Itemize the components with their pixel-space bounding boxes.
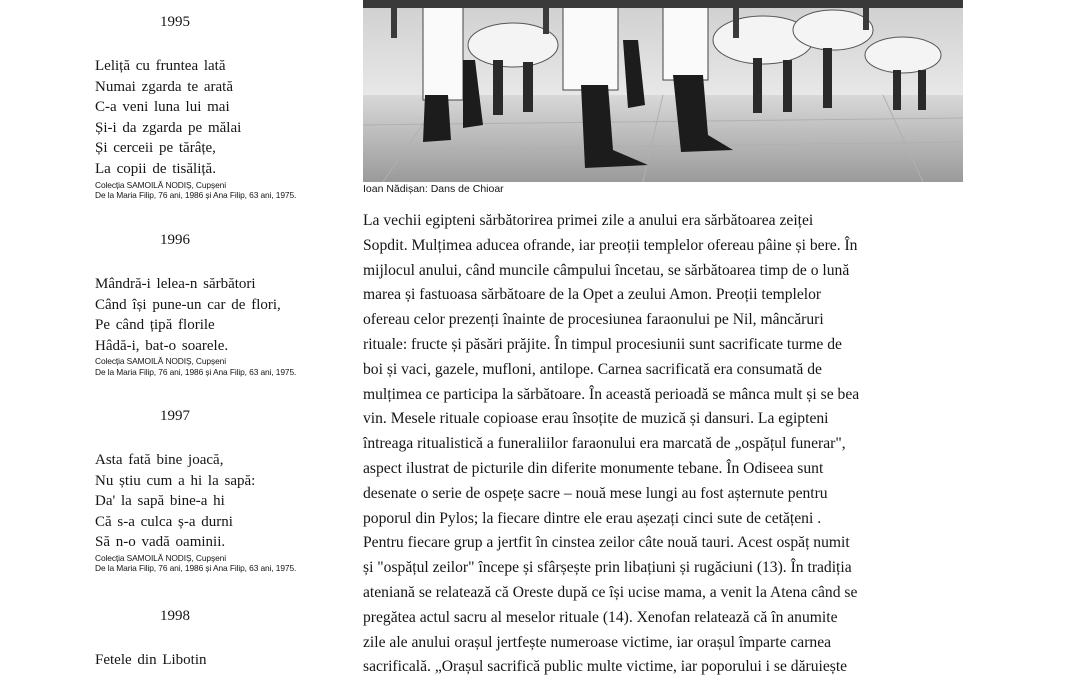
body-text [363,209,968,680]
verse-line: Leliță cu fruntea lată [95,58,226,74]
collection-credit: Colecția SAMOILĂ NODIȘ, Cupșeni [95,356,226,367]
text-line: rituale: fructe și păsări prăjite. În timpul procesiunii sunt sacrificate turme de [363,335,842,353]
collection-credit: Colecția SAMOILĂ NODIȘ, Cupșeni [95,552,226,563]
text-line: pregătea actul sacru al meselor rituale (14). Xenofan relatează că în anumite [363,608,838,626]
verse-line: Hâdă-i, bat-o soarele. [95,337,229,354]
text-line: aspect ilustrat de picturile din diferite monumente tebane. În Odiseea sunt [363,459,824,477]
text-line: zile ale anului orașul jertfește numeroase victime, iar orașul împarte carnea [363,633,832,651]
verse-line: Nu știu cum a hi la sapă: [95,472,256,489]
year-heading: 1998 [160,608,190,624]
informant-credit: De la Maria Filip, 76 ani, 1986 și Ana Filip, 63 ani, 1975. [95,189,297,200]
verse-line: Că s-a culca ș-a durni [95,513,233,530]
dancers-illustration [363,0,963,182]
text-line: întreaga ritualistică a funeraliilor faraonului era marcată de „ospățul funerar", [363,435,846,453]
poem-1998 [95,650,345,671]
text-line: poporul din Pylos; la fiecare dintre ele erau așezați cinci sute de cetățeni . [363,509,822,527]
poem-1997 [95,450,345,573]
text-line: ofereau celor prezenți înainte de procesiunea faraonului pe Nil, mâncăruri [363,311,824,329]
text-line: La vechii egipteni sărbătorirea primei zile a anului era sărbătoarea zeiței [363,212,814,229]
text-line: mijlocul anului, când muncile câmpului încetau, se sărbătoarea timp de o lună [363,261,850,279]
text-line: desenate o serie de ospețe sacre – nouă mese lungi au fost așternute pentru [363,484,828,502]
poem-1995 [95,56,345,200]
year-heading: 1996 [160,232,190,248]
text-line: sacrificală. „Orașul sacrifică public multe victime, iar poporului i se dăruiește [363,658,848,676]
collection-credit: Colecția SAMOILĂ NODIȘ, Cupșeni [95,179,226,190]
year-heading: 1997 [160,408,190,424]
informant-credit: De la Maria Filip, 76 ani, 1986 și Ana Filip, 63 ani, 1975. [95,366,297,377]
verse-line: Da' la sapă bine-a hi [95,493,225,510]
verse-line: Și cerceii pe tărâțe, [95,140,216,157]
verse-line: Să n-o vadă oaminii. [95,534,226,551]
verse-line: La copii de tisăliță. [95,160,216,177]
text-line: Sopdit. Mulțimea aducea ofrande, iar preoții templelor ofereau pâine și bere. În [363,236,858,254]
text-line: boi și vaci, gazele, mufloni, antilope. Carnea sacrificată era consumată de [363,360,822,378]
informant-credit: De la Maria Filip, 76 ani, 1986 și Ana Filip, 63 ani, 1975. [95,563,297,574]
verse-line: Și-i da zgarda pe mălai [95,119,242,136]
text-line: vin. Mesele rituale copioase erau însoțite de muzică și dansuri. La egipteni [363,410,829,428]
verse-line: Asta fată bine joacă, [95,452,224,468]
verse-line: Pe când țipă florile [95,317,215,334]
photo-caption: Ioan Nădișan: Dans de Chioar [363,183,504,195]
text-line: și "ospățul zeilor" începe și sfârșește prin libațiuni și rugăciuni (13). În tradiția [363,559,852,577]
verse-line: Când își pune-un car de flori, [95,296,281,313]
verse-line: Fetele din Libotin [95,652,207,668]
text-line: mulțimea ce participa la sărbătoare. În această perioadă se mânca mult și se bea [363,385,860,403]
poem-1996 [95,274,345,377]
text-line: marea și fastuoasa sărbătoare de la Opet a zeului Amon. Preoții templelor [363,286,822,304]
text-line: Pentru fiecare grup a jertfit în cinstea zeilor câte nouă tauri. Acest ospăț numit [363,534,850,552]
verse-line: C-a veni luna lui mai [95,99,230,116]
verse-line: Mândră-i lelea-n sărbători [95,276,256,292]
year-heading: 1995 [160,14,190,30]
dance-photo [363,0,963,182]
text-line: ateniană se relatează că Oreste după ce își ucise mama, a venit la Atena când se [363,583,858,601]
verse-line: Numai zgarda te arată [95,78,234,95]
